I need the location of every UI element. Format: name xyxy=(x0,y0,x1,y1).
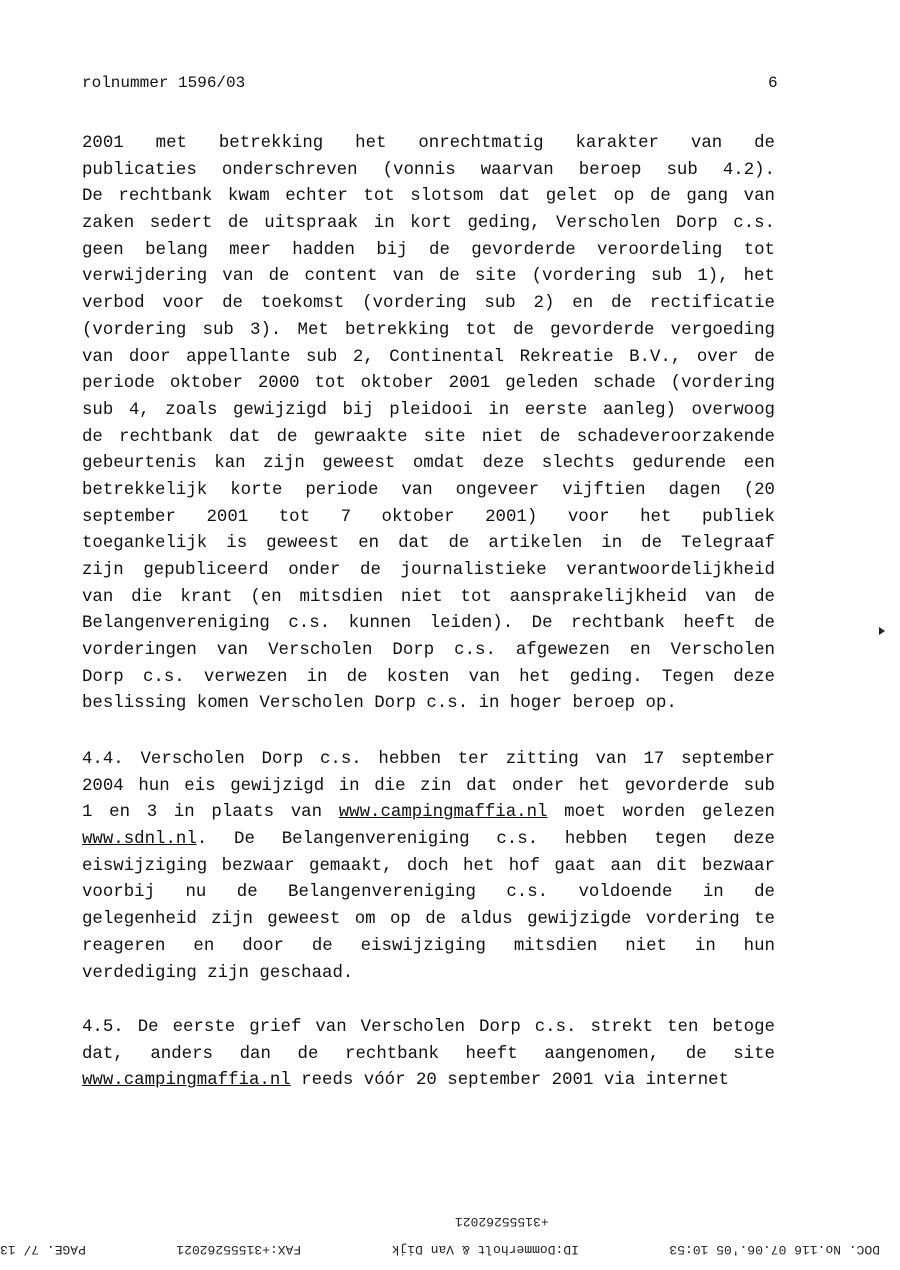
text-segment: Belangenvereniging c.s. kunnen leiden). De rechtbank heeft de xyxy=(82,614,775,634)
text-segment: gebeurtenis kan zijn geweest omdat deze slechts gedurende een xyxy=(82,454,775,474)
text-segment: verdediging zijn geschaad. xyxy=(82,963,354,983)
text-line xyxy=(82,880,775,907)
text-line xyxy=(82,638,775,665)
text-line xyxy=(82,531,775,558)
text-line xyxy=(82,611,775,638)
text-segment: zaken sedert de uitspraak in kort geding, Verscholen Dorp c.s. xyxy=(82,214,775,234)
text-line xyxy=(82,211,775,238)
text-segment: zijn gepubliceerd onder de journalistieke verantwoordelijkheid xyxy=(82,561,775,580)
text-line xyxy=(82,691,775,718)
text-segment: dat, anders dan de rechtbank heeft aangenomen, de site xyxy=(82,1044,775,1064)
text-segment: sub 4, zoals gewijzigd bij pleidooi in eerste aanleg) overwoog xyxy=(82,400,775,420)
text-segment: gelegenheid zijn geweest om op de aldus gewijzigde vordering te xyxy=(82,910,775,930)
text-line xyxy=(82,478,775,505)
text-segment: reeds vóór 20 september 2001 via internet xyxy=(290,1071,730,1091)
text-segment: de rechtbank dat de gewraakte site niet de schadeveroorzakende xyxy=(82,427,775,447)
text-line xyxy=(82,585,775,612)
text-segment: geen belang meer hadden bij de gevorderde veroordeling tot xyxy=(82,240,775,260)
text-segment: reageren en door de eiswijziging mitsdien niet in hun xyxy=(82,936,775,956)
text-segment: moet worden gelezen xyxy=(547,803,775,823)
text-line xyxy=(82,1068,775,1095)
text-segment: beslissing komen Verscholen Dorp c.s. in hoger beroep op. xyxy=(82,694,677,714)
text-segment: . De Belangenvereniging c.s. hebben tegen deze xyxy=(196,830,775,850)
paragraph-4-5 xyxy=(82,1015,775,1095)
text-segment: 4.5. De eerste grief van Verscholen Dorp c.s. strekt ten betoge xyxy=(82,1018,775,1037)
text-line xyxy=(82,558,775,585)
fax-number: FAX:+31555262021 xyxy=(176,1242,302,1257)
text-line xyxy=(82,774,775,801)
text-line xyxy=(82,907,775,934)
text-line xyxy=(82,451,775,478)
text-line xyxy=(82,934,775,961)
text-segment: periode oktober 2000 tot oktober 2001 geleden schade (vordering xyxy=(82,374,775,394)
text-segment: 1 en 3 in plaats van xyxy=(82,803,339,823)
fax-doc: DOC. No.116 07.06.'05 10:53 xyxy=(669,1242,880,1257)
url-link[interactable]: www.campingmaffia.nl xyxy=(82,1071,291,1091)
url-link[interactable]: www.sdnl.nl xyxy=(82,830,197,850)
text-line xyxy=(82,1015,775,1042)
text-segment: De rechtbank kwam echter tot slotsom dat gelet op de gang van xyxy=(82,187,775,207)
text-segment: van die krant (en mitsdien niet tot aansprakelijkheid van de xyxy=(82,587,775,607)
text-segment: eiswijziging bezwaar gemaakt, doch het hof gaat aan dit bezwaar xyxy=(82,856,775,876)
text-segment: 2001 met betrekking het onrechtmatig karakter van de xyxy=(82,134,775,153)
text-segment: publicaties onderschreven (vonnis waarvan beroep sub 4.2). xyxy=(82,160,775,180)
text-segment: 4.4. Verscholen Dorp c.s. hebben ter zitting van 17 september xyxy=(82,750,775,769)
text-line xyxy=(82,291,775,318)
text-segment: september 2001 tot 7 oktober 2001) voor het publiek xyxy=(82,507,775,527)
paragraph-4-4 xyxy=(82,747,775,987)
text-line xyxy=(82,747,775,774)
text-line xyxy=(82,238,775,265)
text-segment: (vordering sub 3). Met betrekking tot de gevorderde vergoeding xyxy=(82,320,775,340)
text-line xyxy=(82,800,775,827)
text-segment: toegankelijk is geweest en dat de artikelen in de Telegraaf xyxy=(82,534,775,554)
text-line xyxy=(82,425,775,452)
text-line xyxy=(82,158,775,185)
text-segment: van door appellante sub 2, Continental Rekreatie B.V., over de xyxy=(82,347,775,367)
fax-id: ID:Dommerholt & Van Dijk xyxy=(391,1242,579,1257)
fax-header-upside-down xyxy=(0,1242,880,1257)
text-line xyxy=(82,371,775,398)
text-line xyxy=(82,1042,775,1069)
fax-number-upside-down: +31555262021 xyxy=(455,1214,549,1229)
text-segment: betrekkelijk korte periode van ongeveer vijftien dagen (20 xyxy=(82,480,775,500)
margin-arrow-icon xyxy=(879,627,885,635)
page-number: 6 xyxy=(768,74,778,92)
text-line xyxy=(82,318,775,345)
text-segment: verwijdering van de content van de site (vordering sub 1), het xyxy=(82,267,775,287)
text-line xyxy=(82,184,775,211)
text-segment: Dorp c.s. verwezen in de kosten van het geding. Tegen deze xyxy=(82,667,775,687)
text-line xyxy=(82,264,775,291)
text-line xyxy=(82,345,775,372)
text-line xyxy=(82,505,775,532)
url-link[interactable]: www.campingmaffia.nl xyxy=(338,803,548,823)
text-line xyxy=(82,854,775,881)
text-segment: verbod voor de toekomst (vordering sub 2) en de rectificatie xyxy=(82,294,775,314)
rolnummer: rolnummer 1596/03 xyxy=(82,74,246,92)
text-line xyxy=(82,131,775,158)
text-line xyxy=(82,827,775,854)
text-segment: voorbij nu de Belangenvereniging c.s. voldoende in de xyxy=(82,883,775,903)
text-line xyxy=(82,961,775,988)
fax-page: PAGE. 7/ 13 xyxy=(0,1242,86,1257)
text-segment: vorderingen van Verscholen Dorp c.s. afgewezen en Verscholen xyxy=(82,641,775,661)
text-line xyxy=(82,398,775,425)
text-line xyxy=(82,665,775,692)
paragraph-continuation xyxy=(82,131,775,718)
text-segment: 2004 hun eis gewijzigd in die zin dat onder het gevorderde sub xyxy=(82,776,775,796)
